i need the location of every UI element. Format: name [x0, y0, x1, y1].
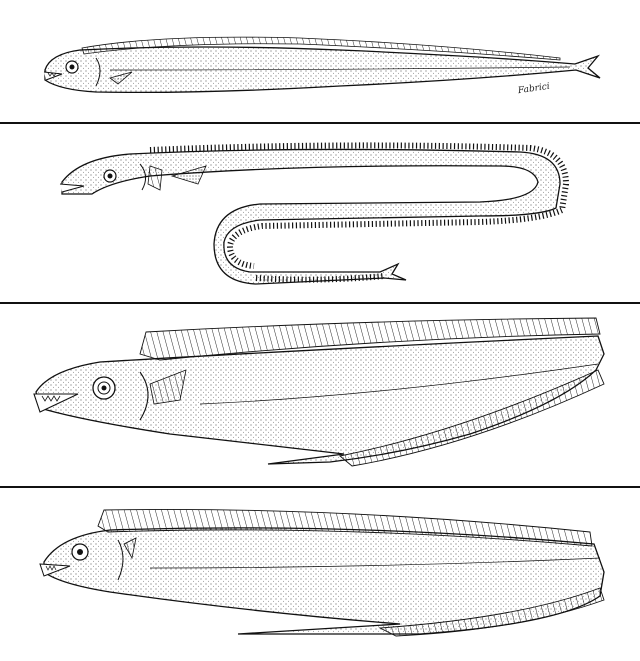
fish-drawing-2 — [0, 124, 640, 302]
fish-drawing-1 — [0, 0, 640, 122]
fish-panel-1 — [0, 0, 640, 122]
fish-panel-2 — [0, 124, 640, 302]
fish-panel-3 — [0, 304, 640, 486]
fish-panel-4 — [0, 488, 640, 661]
fish-drawing-4 — [0, 488, 640, 661]
artist-signature: Fabrici — [517, 81, 551, 97]
fish-drawing-3 — [0, 304, 640, 486]
